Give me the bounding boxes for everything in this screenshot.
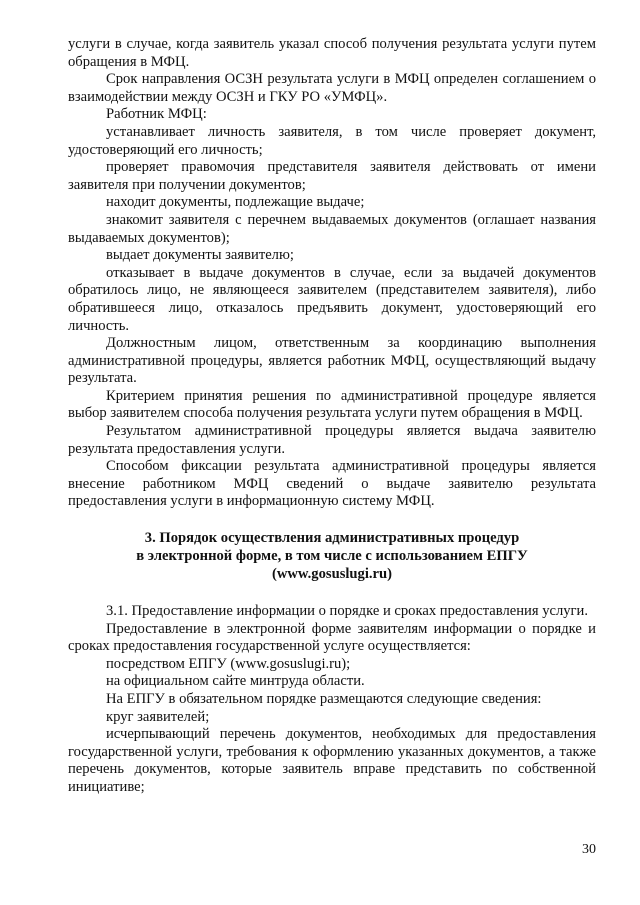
paragraph: Способом фиксации результата административной процедуры является внесение работником МФЦ сведений о выдаче заявителю результата предоставления услуги в информационную систему МФЦ. — [68, 458, 596, 510]
paragraph: круг заявителей; — [106, 708, 210, 725]
paragraph: На ЕПГУ в обязательном порядке размещаются следующие сведения: — [106, 691, 542, 707]
paragraph: устанавливает личность заявителя, в том числе проверяет документ, удостоверяющий его личность; — [68, 123, 596, 158]
page-number: 30 — [582, 842, 596, 857]
paragraph: Предоставление в электронной форме заявителям информации о порядке и сроках предоставления государственной услуге осуществляется: — [68, 620, 596, 655]
paragraph: посредством ЕПГУ (www.gosuslugi.ru); — [106, 655, 351, 672]
paragraph: Срок направления ОСЗН результата услуги в МФЦ определен соглашением о взаимодействии между ОСЗН и ГКУ РО «УМФЦ». — [68, 71, 596, 105]
paragraphs-top — [68, 36, 596, 511]
paragraph: отказывает в выдаче документов в случае, если за выдачей документов обратилось лицо, не являющееся заявителем (представителем заявителя), либо обратившееся лицо, отказалось предъявить документ, удостоверяющий его личность. — [68, 264, 596, 334]
paragraph: на официальном сайте минтруда области. — [106, 673, 365, 690]
paragraph: исчерпывающий перечень документов, необходимых для предоставления государственной услуги, требования к оформлению указанных документов, а также перечень документов, которые заявитель вправе представить по собственной инициативе; — [68, 726, 596, 795]
paragraph: выдает документы заявителю; — [106, 247, 294, 264]
paragraph: находит документы, подлежащие выдаче; — [106, 194, 365, 211]
section-heading-line2: в электронной форме, в том числе с использованием ЕПГУ — [136, 548, 528, 565]
paragraph: Критерием принятия решения по административной процедуре является выбор заявителем способа получения результата услуги путем обращения в МФЦ. — [68, 387, 596, 422]
paragraphs-bottom — [68, 603, 596, 797]
section-heading-line1: 3. Порядок осуществления административных процедур — [144, 530, 520, 547]
paragraph: проверяет правомочия представителя заявителя действовать от имени заявителя при получении документов; — [68, 159, 596, 193]
paragraph: Должностным лицом, ответственным за координацию выполнения административной процедуры, является работник МФЦ, осуществляющий выдачу результата. — [68, 335, 596, 387]
section-heading — [68, 529, 596, 583]
paragraph: Результатом административной процедуры является выдача заявителю результата предоставления услуги. — [68, 423, 596, 457]
section-heading-line3: (www.gosuslugi.ru) — [271, 566, 392, 583]
paragraph: Работник МФЦ: — [106, 106, 207, 123]
paragraph: услуги в случае, когда заявитель указал способ получения результата услуги путем обращения в МФЦ. — [68, 36, 596, 70]
paragraph: знакомит заявителя с перечнем выдаваемых документов (оглашает названия выдаваемых документов); — [68, 211, 596, 246]
page-body — [68, 36, 596, 797]
paragraph: 3.1. Предоставление информации о порядке и сроках предоставления услуги. — [106, 603, 588, 620]
